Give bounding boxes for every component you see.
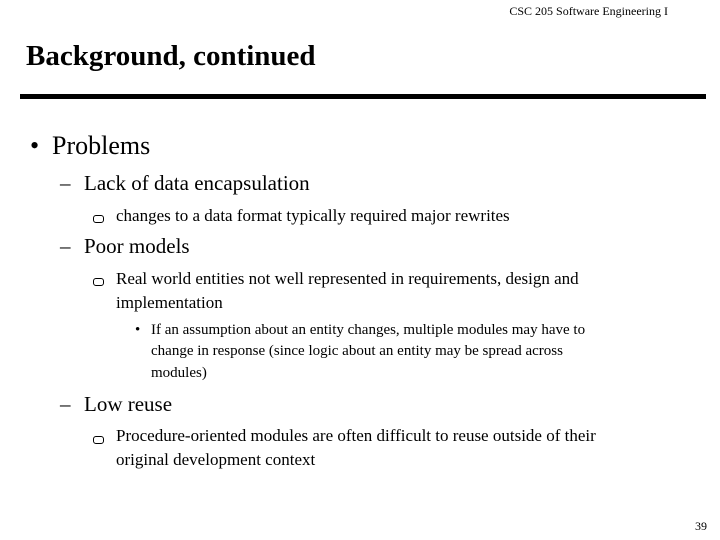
sub-sub-item-assumption-line3: modules)	[151, 365, 207, 381]
square-bullet-icon	[93, 273, 104, 291]
item-low-reuse: Low reuse	[84, 392, 173, 416]
sub-sub-item-assumption-line2: change in response (since logic about an entity may be spread across	[151, 343, 563, 359]
bullet-problems: Problems	[52, 131, 151, 160]
sub-sub-item-assumption-line1: If an assumption about an entity changes, multiple modules may have to	[151, 322, 586, 338]
bullet-marker: •	[30, 131, 40, 160]
title-divider	[20, 94, 706, 99]
slide-title: Background, continued	[26, 40, 316, 72]
item-poor-models: Poor models	[84, 234, 190, 258]
dash-marker: –	[60, 392, 71, 416]
square-bullet-icon	[93, 431, 104, 449]
sub-item-real-world-line2: implementation	[116, 293, 223, 312]
bullet-marker: •	[135, 322, 141, 338]
dash-marker: –	[60, 234, 71, 258]
square-bullet-icon	[93, 210, 104, 228]
sub-item-real-world-line1: Real world entities not well represented in requirements, design and	[116, 269, 579, 288]
sub-item-data-format: changes to a data format typically required major rewrites	[116, 206, 510, 225]
item-lack-of-data-encapsulation: Lack of data encapsulation	[84, 171, 310, 195]
dash-marker: –	[60, 171, 71, 195]
course-header: CSC 205 Software Engineering I	[509, 4, 668, 18]
page-number: 39	[695, 519, 707, 533]
sub-item-procedure-line1: Procedure-oriented modules are often difficult to reuse outside of their	[116, 426, 596, 445]
sub-item-procedure-line2: original development context	[116, 450, 316, 469]
